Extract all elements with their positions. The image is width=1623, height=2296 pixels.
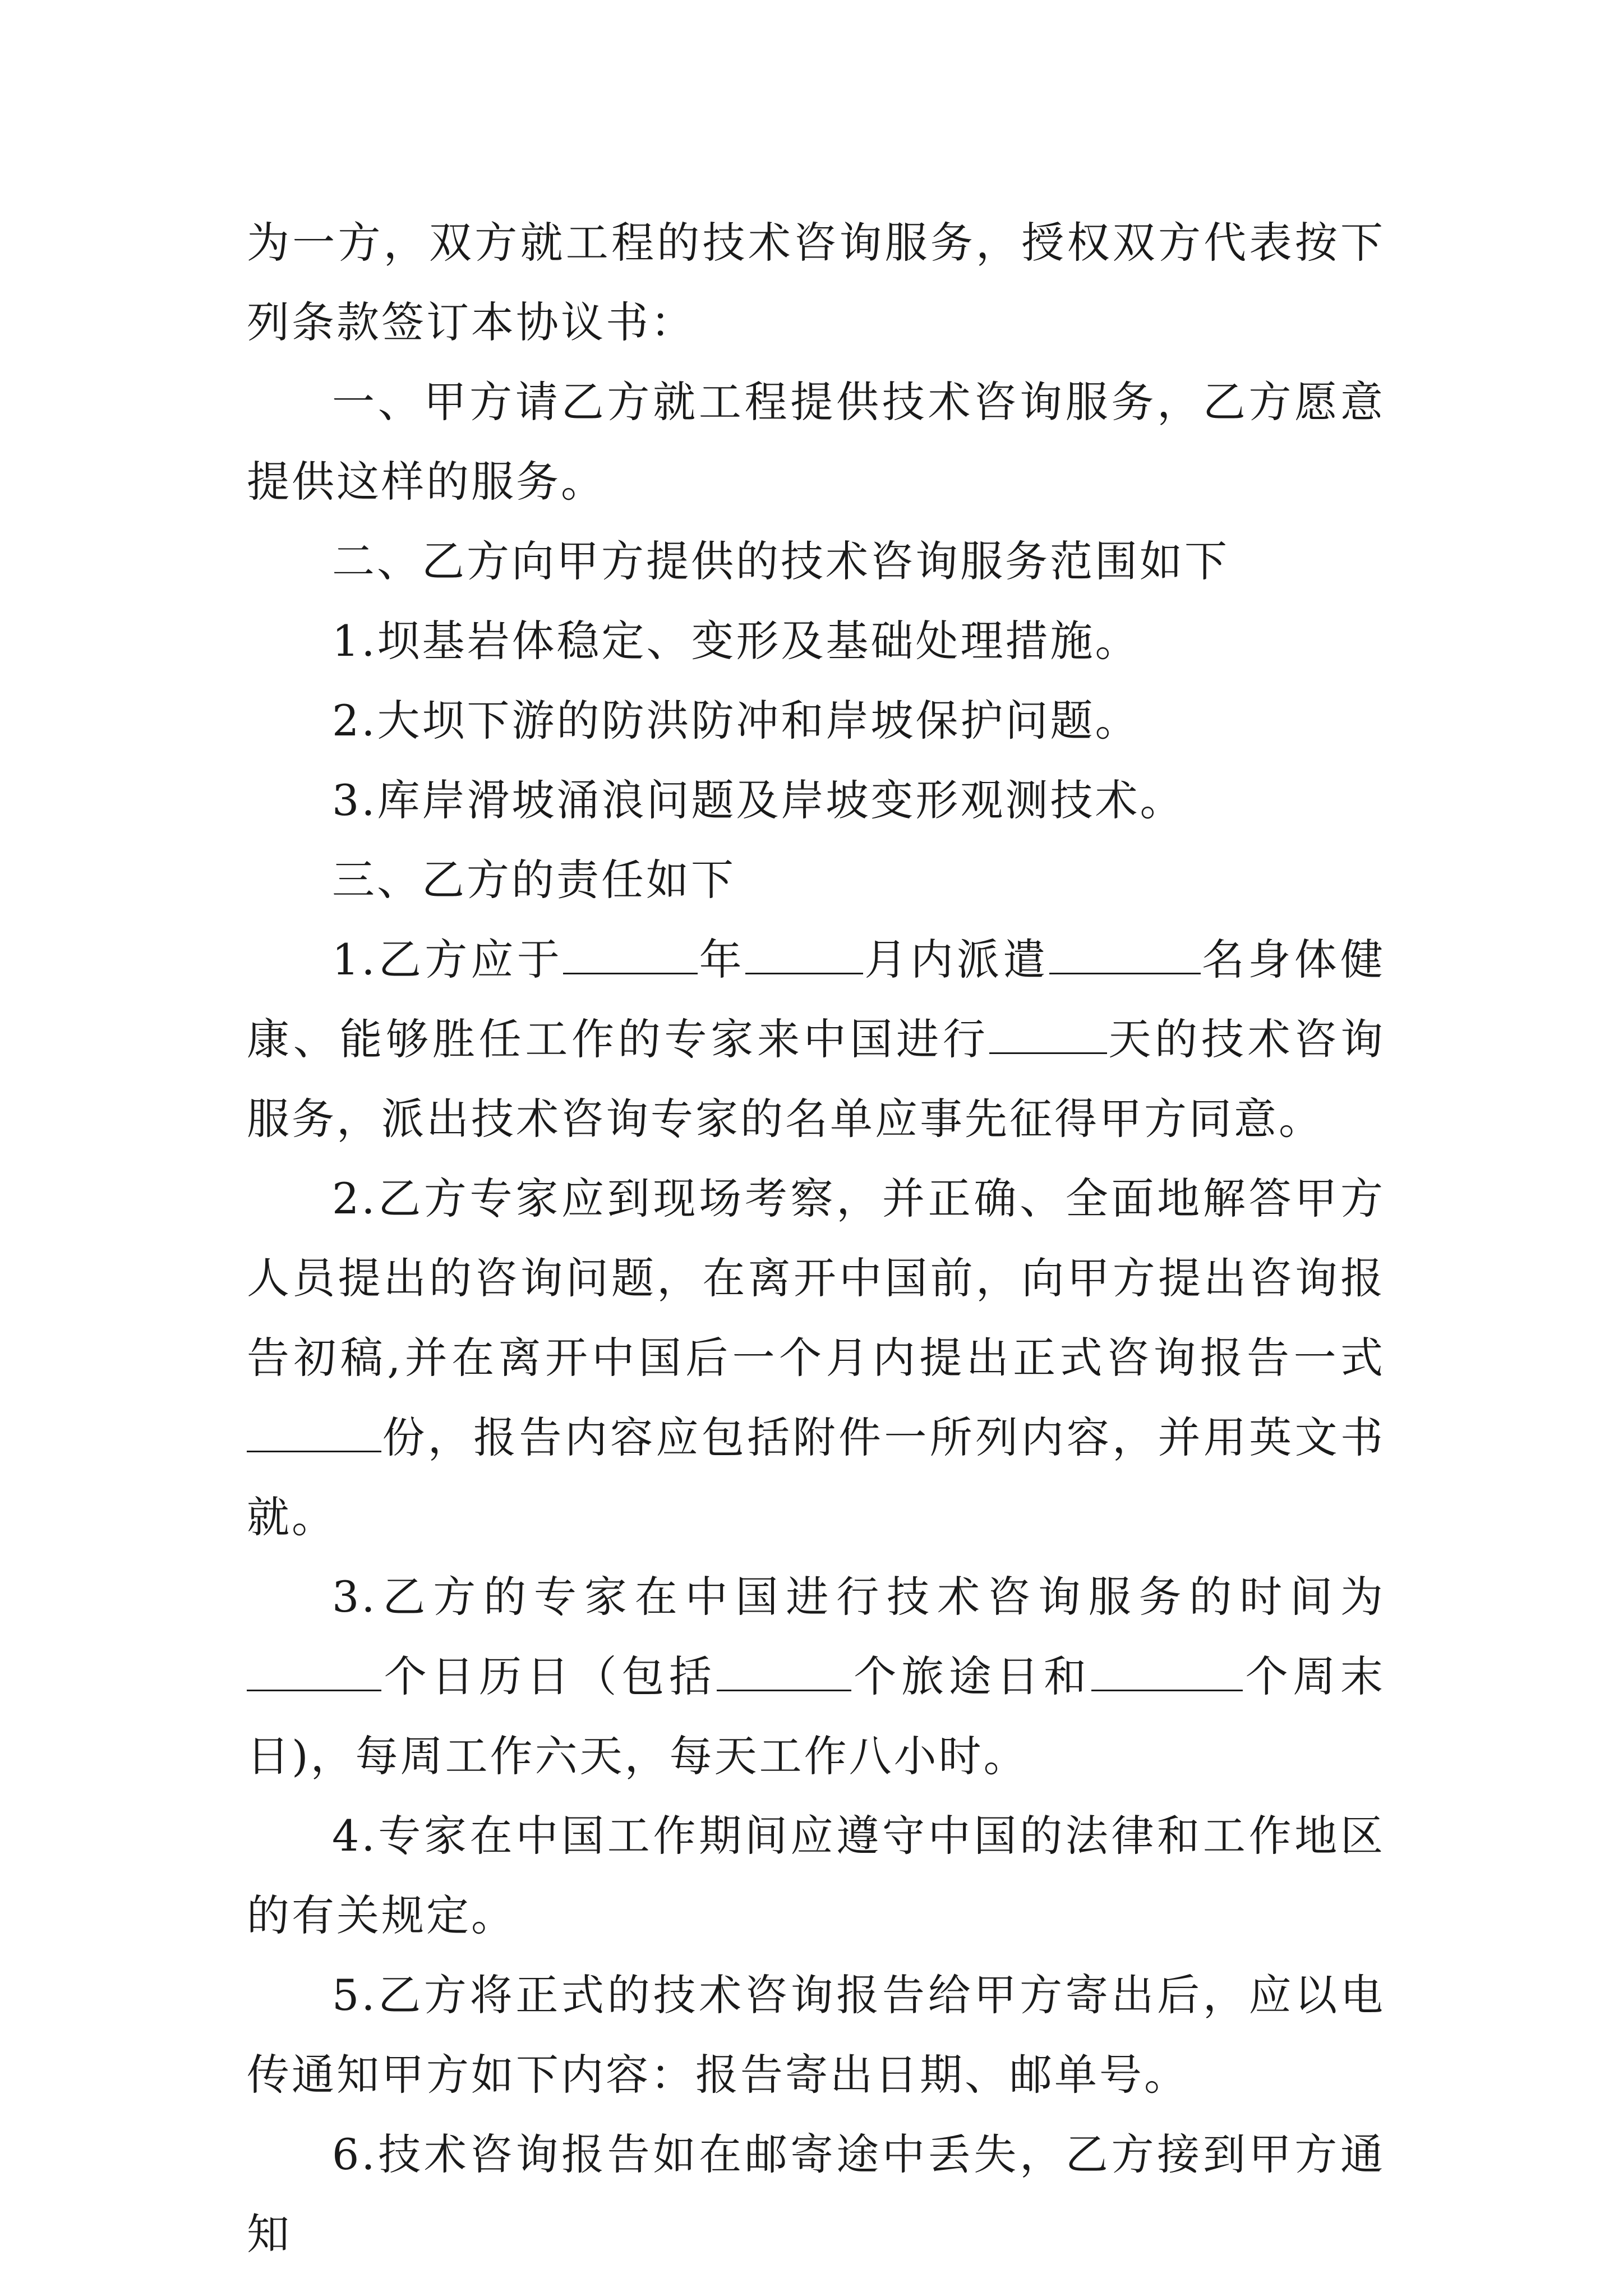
clause-3-heading: 三、乙方的责任如下: [332, 855, 736, 905]
duty-item-6: 6.技术咨询报告如在邮寄途中丢失，乙方接到甲方通知: [247, 2129, 1385, 2259]
duty-item-4: 4.专家在中国工作期间应遵守中国的法律和工作地区的有关规定。: [247, 1811, 1385, 1940]
calendar-days-blank[interactable]: [247, 1650, 381, 1691]
duty-3-text-d: 个周末日)，每周工作六天，每天工作八小时。: [247, 1651, 1386, 1781]
clause-2-heading: 二、乙方向甲方提供的技术咨询服务范围如下: [332, 536, 1229, 586]
scope-item-3: 3.库岸滑坡涌浪问题及岸坡变形观测技术。: [332, 775, 1185, 825]
duty-1-text-c: 月内派遣: [863, 935, 1049, 984]
travel-days-blank[interactable]: [717, 1650, 851, 1691]
month-blank[interactable]: [745, 933, 863, 974]
duty-1-text-b: 年: [698, 935, 745, 984]
clause-1: 一、甲方请乙方就工程提供技术咨询服务，乙方愿意提供这样的服务。: [247, 377, 1385, 507]
expert-count-blank[interactable]: [1049, 933, 1201, 974]
copies-blank[interactable]: [247, 1411, 381, 1452]
paragraph-intro: 为一方，双方就工程的技术咨询服务，授权双方代表按下列条款签订本协议书：: [247, 218, 1385, 347]
year-blank[interactable]: [563, 933, 698, 974]
duty-1-text-a: 1.乙方应于: [332, 935, 564, 984]
duty-item-2: [247, 1159, 1385, 1557]
duty-2-text-a: 2.乙方专家应到现场考察，并正确、全面地解答甲方人员提出的咨询问题，在离开中国前，向甲方提出咨询报告初稿,并在离开中国后一个月内提出正式咨询报告一式: [247, 1174, 1385, 1383]
duty-3-text-b: 个日历日（包括: [381, 1651, 717, 1701]
duty-2-text-b: 份，报告内容应包括附件一所列内容，并用英文书就。: [247, 1412, 1385, 1542]
duty-item-3: [247, 1557, 1385, 1796]
duty-1-text-d: 名身体健康、能够胜任工作的专家来中国进行: [247, 935, 1386, 1064]
duty-item-5: 5.乙方将正式的技术咨询报告给甲方寄出后，应以电传通知甲方如下内容：报告寄出日期、邮单号。: [247, 1970, 1385, 2100]
duty-item-1: [247, 920, 1385, 1159]
duty-3-text-a: 3.乙方的专家在中国进行技术咨询服务的时间为: [332, 1572, 1385, 1622]
weekend-days-blank[interactable]: [1091, 1650, 1243, 1691]
scope-item-2: 2.大坝下游的防洪防冲和岸坡保护问题。: [332, 696, 1140, 746]
duty-3-text-c: 个旅途日和: [851, 1651, 1091, 1701]
scope-item-1: 1.坝基岩体稳定、变形及基础处理措施。: [332, 616, 1140, 666]
contract-body: [247, 203, 1385, 2274]
duty-1-text-e: 天的技术咨询服务，派出技术咨询专家的名单应事先征得甲方同意。: [247, 1014, 1386, 1144]
days-blank[interactable]: [989, 1013, 1107, 1054]
